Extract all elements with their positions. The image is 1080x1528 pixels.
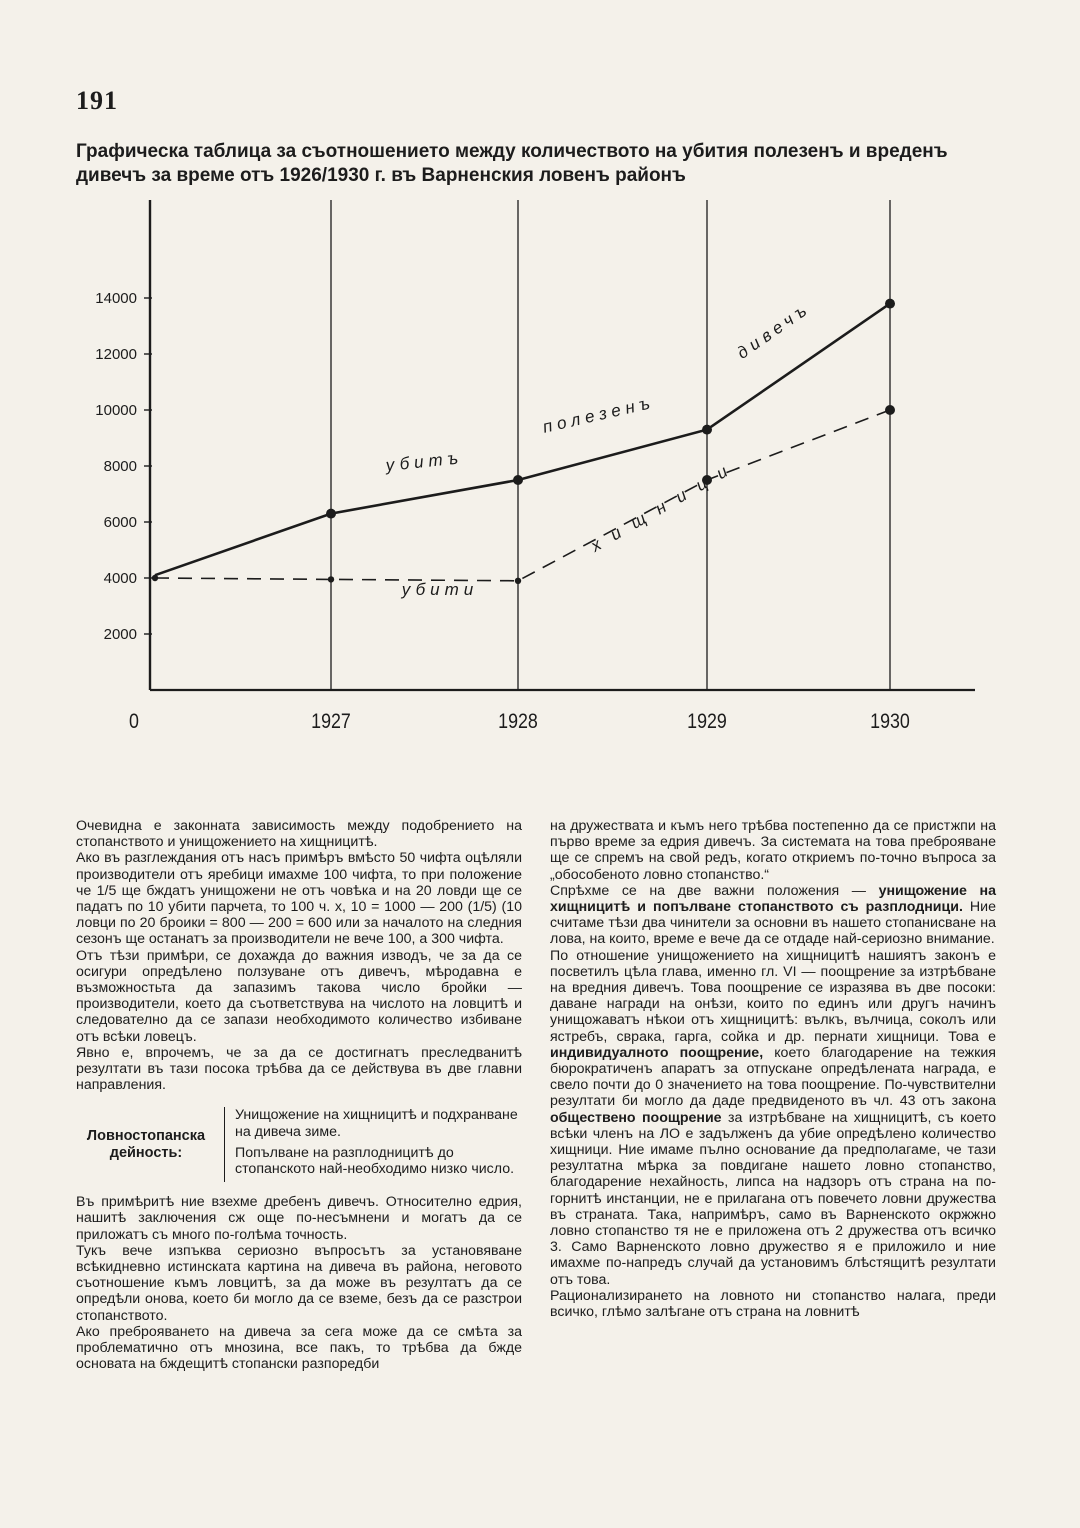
paragraph: Явно е, впрочемъ, че за да се достигнатъ преследванитѣ резултати въ тази посока трѣбва да се действува въ две главни направления. — [76, 1044, 522, 1094]
text-run: което благодарение на тежкия бюрократиченъ апаратъ за отпускане опредѣлената награда, е свело почти до 0 значението на това поощрение. По-чувствителни резултати би могло да даде предвиденото въ чл. 43 отъ закона — [550, 1044, 996, 1110]
line-chart — [0, 190, 1080, 750]
data-point — [328, 576, 334, 582]
section-box — [76, 1107, 522, 1182]
section-item: Попълване на разплодницитѣ до стопанското най-необходимо низко число. — [235, 1144, 515, 1178]
x-tick-label: 1928 — [498, 709, 538, 734]
bold-text: индивидуалното поощрение, — [550, 1044, 764, 1061]
y-tick-label: 14000 — [95, 290, 137, 307]
x-tick-label: 1930 — [870, 709, 910, 734]
y-tick-label: 10000 — [95, 402, 137, 419]
text-run: Ние считаме тѣзи два чинители за основни въ нашето стопанисване на лова, на които, време е вече да се отдаде най-сериозно внимание. — [550, 899, 996, 948]
y-tick-label: 8000 — [103, 458, 137, 475]
paragraph: Рационализирането на ловното ни стопанство налага, преди всичко, глѣмо залѣгане отъ страна на ловнитѣ — [550, 1287, 996, 1321]
paragraph: Отъ тѣзи примѣри, се дохажда до важния изводъ, че за да се осигури опредѣлено ползуване отъ дивечъ, мѣродавна е възможностьта да запазимъ такова число бройки — производители, което да съответствува на числото на ловцитѣ и следователно да се запази необходимото количество избиване отъ всѣки ловецъ. — [76, 947, 522, 1045]
paragraph: Ако въ разглеждания отъ насъ примѣръ вмѣсто 50 чифта оцѣляли производители отъ яребици имахме 100 чифта, то при положение че 1/5 ще бждатъ унищожени не отъ човѣка и на 20 ловди ще се падатъ по 10 убити парчета, то 100 ч. х, 10 = 1000 — 200 (1/5) (10 ловци по 20 броики = 800 — 200 = 600 или за началото на следния сезонъ ще останатъ за производители не вече 100, а 300 чифта. — [76, 850, 522, 948]
bold-text: обществено поощрение — [550, 1109, 722, 1126]
x-tick-label: 1927 — [311, 709, 351, 734]
series-line — [155, 410, 890, 581]
data-point — [885, 299, 895, 309]
y-tick-label: 2000 — [103, 626, 137, 643]
series-line — [155, 304, 890, 576]
data-point — [152, 575, 158, 581]
section-items — [224, 1107, 522, 1182]
text-run: Спрѣхме се на две важни положения — — [550, 882, 879, 899]
series-label: хищници — [587, 454, 743, 556]
y-tick-label: 4000 — [103, 570, 137, 587]
y-tick-label: 12000 — [95, 346, 137, 363]
paragraph: Въ примѣритѣ ние взехме дребенъ дивечъ. Относително едрия, нашитѣ заключения сж още по-несъмнени и могатъ да се приложатъ съ много по-голѣма точность. — [76, 1194, 522, 1243]
paragraph — [550, 948, 996, 1288]
paragraph: Очевидна е законната зависимость между подобрението на стопанството и унищожението на хищницитѣ. — [76, 818, 522, 851]
right-column — [550, 818, 996, 1320]
chart-title: Графическа таблица за съотношението между количеството на убития полезенъ и вреденъ дивечъ за време отъ 1926/1930 г. въ Варненския ловенъ районъ — [76, 141, 948, 186]
bold-text: унищожение на хищницитѣ и попълване стопанството съ разплодници. — [550, 882, 996, 916]
series-label: дивечъ — [733, 298, 815, 363]
data-point — [326, 509, 336, 519]
data-point — [513, 475, 523, 485]
data-point — [885, 405, 895, 415]
data-point — [515, 578, 521, 584]
text-run: за изтрѣбване на хищницитѣ, съ което всѣки членъ на ЛО е задълженъ да убие опредѣлено количество хищници. Ние имаме пълно основание да предполагаме, че тази резултатна мѣрка за повдигане нашето ловно стопанство, благодарение нехайность, липса на надзоръ отъ страна на по-горнитѣ инстанции, не е прилагана отъ повечето ловни дружества въ страната. Така, напримѣръ, само въ Варненското окржжно ловно стопанство тя не е приложена отъ 2 дружества отъ всичко 3. Само Варненското ловно дружество я е приложило и ние имахме по-напредъ случай да установимъ блѣстящитѣ резултати отъ това. — [550, 1109, 997, 1288]
section-item: Унищожение на хищницитѣ и подхранване на дивеча зиме. — [235, 1107, 518, 1140]
data-point — [702, 425, 712, 435]
series-label: убитъ — [384, 448, 465, 476]
paragraph: Ако преброяването на дивеча за сега може да се смѣта за проблематично отъ мнозина, все пакъ, то трѣбва да бжде основата на бждещитѣ стопански разпоредби — [76, 1323, 522, 1373]
paragraph: на дружествата и къмъ него трѣбва постепенно да се пристжпи на първо време за едрия дивечъ. За системата на това преброяване ще се спремъ на свой редъ, когато откриемъ по-точно въпроса за „обособеното ловно стопанство.“ — [550, 818, 996, 883]
section-label: Ловностопанска дейность: — [86, 1127, 206, 1161]
x-tick-label: 0 — [129, 709, 139, 734]
paragraph: Тукъ вече изпъква сериозно въпросътъ за установяване всѣкидневно истинската картина на дивеча въ района, неговото съотношение къмъ ловцитѣ, за да може въ резултатъ да се опредѣли онова, което би могло да се вземе, безъ да се разстрои стопанството. — [76, 1242, 522, 1324]
x-tick-label: 1929 — [687, 709, 727, 734]
text-run: По отношение унищожението на хищницитѣ нашиятъ законъ е посветилъ цѣла глава, именно гл. VI — поощрение за изтрѣбване на вредния дивечъ. Това поощрение се изразява въ две посоки: даване награди на онѣзи, които по единъ или другъ начинъ унищожаватъ нѣкои отъ хищницитѣ: вълкъ, вълчица, соколъ или ястребъ, сврака, гарга, сойка и др. пернати хищници. Това е — [550, 947, 996, 1045]
left-column — [76, 818, 522, 1373]
series-label: убити — [401, 580, 479, 599]
paragraph — [550, 883, 996, 948]
series-label: полезенъ — [540, 392, 657, 437]
y-tick-label: 6000 — [103, 514, 137, 531]
page-number: 191 — [76, 86, 118, 115]
